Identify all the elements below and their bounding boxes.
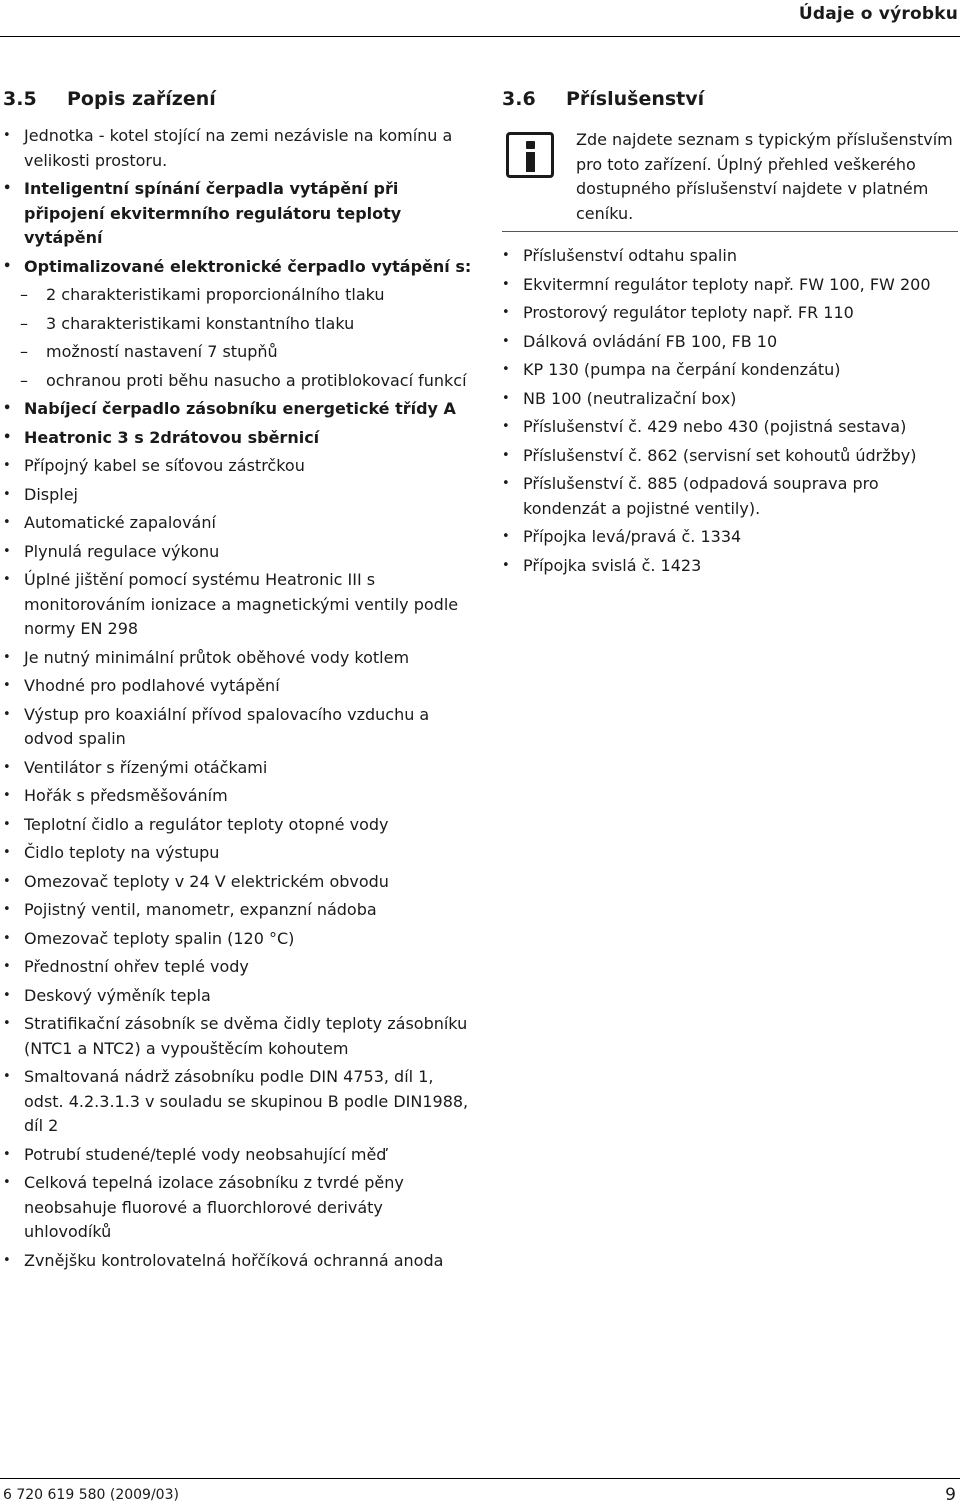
sub-list-item: – možností nastavení 7 stupňů: [3, 340, 473, 365]
page-number: 9: [945, 1485, 956, 1505]
info-note: [502, 124, 960, 232]
list-item: • KP 130 (pumpa na čerpání kondenzátu): [502, 358, 960, 383]
sub-list-item: – 2 charakteristikami proporcionálního tlaku: [3, 283, 473, 308]
list-item: • Optimalizované elektronické čerpadlo vytápění s:: [3, 255, 473, 280]
feature-list: [3, 124, 473, 1273]
list-item: • Celková tepelná izolace zásobníku z tvrdé pěny neobsahuje fluorové a fluorchlorové deriváty uhlovodíků: [3, 1171, 473, 1245]
section-heading: [502, 88, 960, 114]
sub-list-item: – 3 charakteristikami konstantního tlaku: [3, 312, 473, 337]
list-item: • Je nutný minimální průtok oběhové vody kotlem: [3, 646, 473, 671]
list-item: • Ekvitermní regulátor teploty např. FW 100, FW 200: [502, 273, 960, 298]
list-item: • Smaltovaná nádrž zásobníku podle DIN 4753, díl 1, odst. 4.2.3.1.3 v souladu se skupinou B podle DIN1988, díl 2: [3, 1065, 473, 1139]
list-item: • Úplné jištění pomocí systému Heatronic III s monitorováním ionizace a magnetickými ventily podle normy EN 298: [3, 568, 473, 642]
list-item: • Vhodné pro podlahové vytápění: [3, 674, 473, 699]
list-item: • Čidlo teploty na výstupu: [3, 841, 473, 866]
footer-divider: [0, 1478, 960, 1479]
list-item: • Přípojný kabel se síťovou zástrčkou: [3, 454, 473, 479]
section-title: Popis zařízení: [67, 88, 216, 110]
list-item: • Heatronic 3 s 2drátovou sběrnicí: [3, 426, 473, 451]
section-device-description: [3, 88, 473, 1277]
list-item: • NB 100 (neutralizační box): [502, 387, 960, 412]
list-item: • Přednostní ohřev teplé vody: [3, 955, 473, 980]
list-item: • Dálková ovládání FB 100, FB 10: [502, 330, 960, 355]
document-number: 6 720 619 580 (2009/03): [3, 1487, 179, 1503]
list-item: • Jednotka - kotel stojící na zemi nezávisle na komínu a velikosti prostoru.: [3, 124, 473, 173]
list-item: • Hořák s předsměšováním: [3, 784, 473, 809]
list-item: • Deskový výměník tepla: [3, 984, 473, 1009]
list-item: • Inteligentní spínání čerpadla vytápění při připojení ekvitermního regulátoru teploty vytápění: [3, 177, 473, 251]
header-divider: [0, 36, 960, 37]
list-item: • Ventilátor s řízenými otáčkami: [3, 756, 473, 781]
list-item: • Displej: [3, 483, 473, 508]
section-title: Příslušenství: [566, 88, 705, 110]
sub-list-item: – ochranou proti běhu nasucho a protiblokovací funkcí: [3, 369, 473, 394]
list-item: • Příslušenství č. 885 (odpadová souprava pro kondenzát a pojistné ventily).: [502, 472, 960, 521]
list-item: • Přípojka svislá č. 1423: [502, 554, 960, 579]
section-accessories: [502, 88, 960, 582]
list-item: • Příslušenství č. 862 (servisní set kohoutů údržby): [502, 444, 960, 469]
list-item: • Prostorový regulátor teploty např. FR 110: [502, 301, 960, 326]
section-heading: [3, 88, 473, 114]
list-item: • Potrubí studené/teplé vody neobsahující měď: [3, 1143, 473, 1168]
section-number: 3.6: [502, 88, 536, 110]
list-item: • Teplotní čidlo a regulátor teploty otopné vody: [3, 813, 473, 838]
list-item: • Stratifikační zásobník se dvěma čidly teploty zásobníku (NTC1 a NTC2) a vypouštěcím kohoutem: [3, 1012, 473, 1061]
list-item: • Plynulá regulace výkonu: [3, 540, 473, 565]
info-text: Zde najdete seznam s typickým příslušenstvím pro toto zařízení. Úplný přehled veškerého dostupného příslušenství najdete v platném ceníku.: [576, 130, 953, 223]
list-item: • Výstup pro koaxiální přívod spalovacího vzduchu a odvod spalin: [3, 703, 473, 752]
header-title: Údaje o výrobku: [798, 4, 958, 24]
section-number: 3.5: [3, 88, 37, 110]
list-item: • Příslušenství odtahu spalin: [502, 244, 960, 269]
list-item: • Omezovač teploty spalin (120 °C): [3, 927, 473, 952]
list-item: • Automatické zapalování: [3, 511, 473, 536]
list-item: • Omezovač teploty v 24 V elektrickém obvodu: [3, 870, 473, 895]
info-icon: [506, 132, 554, 178]
list-item: • Příslušenství č. 429 nebo 430 (pojistná sestava): [502, 415, 960, 440]
accessory-list: [502, 244, 960, 578]
list-item: • Přípojka levá/pravá č. 1334: [502, 525, 960, 550]
list-item: • Pojistný ventil, manometr, expanzní nádoba: [3, 898, 473, 923]
list-item: • Zvnějšku kontrolovatelná hořčíková ochranná anoda: [3, 1249, 473, 1274]
list-item: • Nabíjecí čerpadlo zásobníku energetické třídy A: [3, 397, 473, 422]
